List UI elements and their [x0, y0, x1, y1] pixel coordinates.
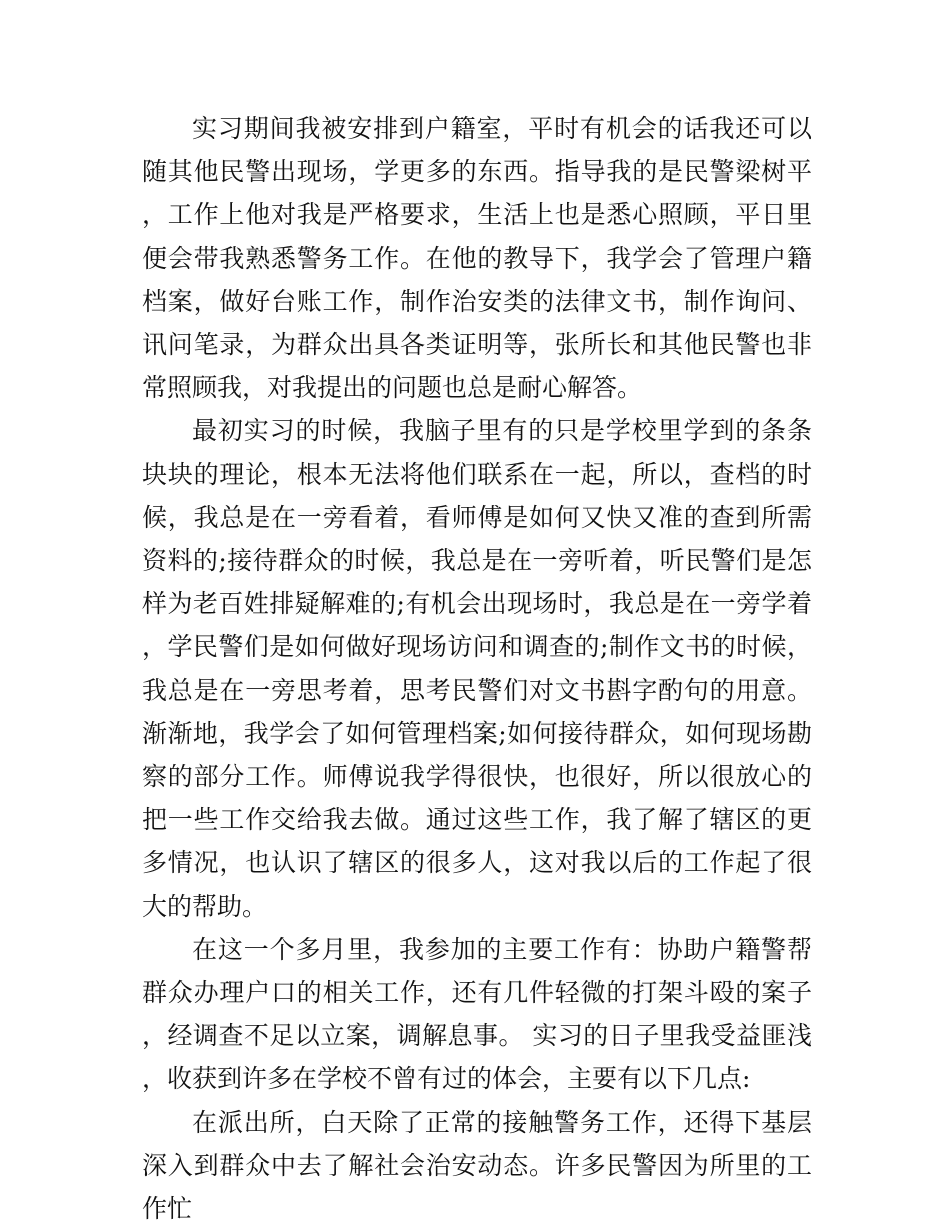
paragraph: 在这一个多月里，我参加的主要工作有：协助户籍警帮群众办理户口的相关工作，还有几件轻微的打架斗殴的案子，经调查不足以立案，调解息事。 实习的日子里我受益匪浅，收获到许多在学校不曾有过的体会，主要有以下几点:	[142, 934, 812, 1094]
paragraph: 在派出所，白天除了正常的接触警务工作，还得下基层深入到群众中去了解社会治安动态。许多民警因为所里的工作忙	[142, 1107, 812, 1224]
paragraph: 实习期间我被安排到户籍室，平时有机会的话我还可以随其他民警出现场，学更多的东西。指导我的是民警梁树平，工作上他对我是严格要求，生活上也是悉心照顾，平日里便会带我熟悉警务工作。在他的教导下，我学会了管理户籍档案，做好台账工作，制作治安类的法律文书，制作询问、讯问笔录，为群众出具各类证明等，张所长和其他民警也非常照顾我，对我提出的问题也总是耐心解答。	[142, 114, 812, 403]
paragraph: 最初实习的时候，我脑子里有的只是学校里学到的条条块块的理论，根本无法将他们联系在一起，所以，查档的时候，我总是在一旁看着，看师傅是如何又快又准的查到所需资料的;接待群众的时候，我总是在一旁听着，听民警们是怎样为老百姓排疑解难的;有机会出现场时，我总是在一旁学着，学民警们是如何做好现场访问和调查的;制作文书的时候，我总是在一旁思考着，思考民警们对文书斟字酌句的用意。渐渐地，我学会了如何管理档案;如何接待群众，如何现场勘察的部分工作。师傅说我学得很快，也很好，所以很放心的把一些工作交给我去做。通过这些工作，我了解了辖区的更多情况，也认识了辖区的很多人，这对我以后的工作起了很大的帮助。	[142, 416, 812, 921]
document-body	[142, 107, 812, 1230]
